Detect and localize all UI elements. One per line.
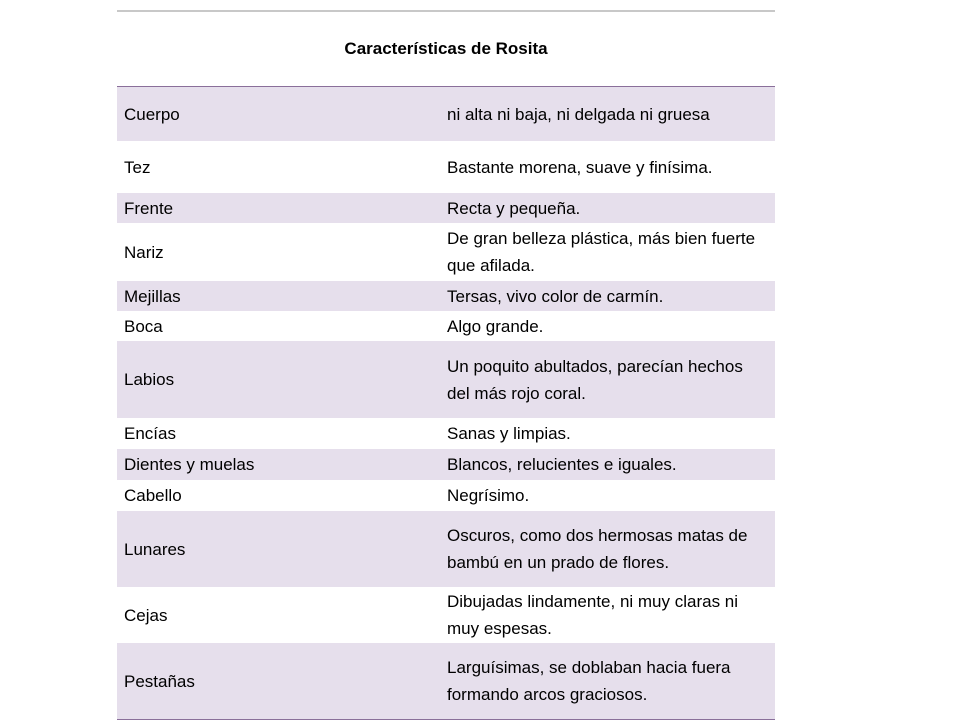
table-row — [117, 587, 775, 643]
row-value: Oscuros, como dos hermosas matas de bambú en un prado de flores. — [447, 526, 748, 572]
row-label: Lunares — [124, 539, 186, 559]
row-value: Larguísimas, se doblaban hacia fuera formando arcos graciosos. — [447, 658, 731, 704]
row-label: Mejillas — [124, 286, 181, 306]
row-label: Pestañas — [124, 671, 195, 691]
table-row — [117, 643, 775, 719]
row-label: Boca — [124, 316, 163, 336]
table-row — [117, 341, 775, 418]
row-label: Cabello — [124, 486, 182, 505]
table-row — [117, 87, 775, 141]
table-row — [117, 311, 775, 341]
characteristics-table — [117, 10, 775, 720]
row-value: Dibujadas lindamente, ni muy claras ni muy espesas. — [447, 592, 739, 638]
row-label: Dientes y muelas — [124, 455, 255, 474]
row-value: Algo grande. — [447, 316, 544, 336]
table-title: Características de Rosita — [344, 39, 548, 58]
row-label: Labios — [124, 370, 175, 389]
row-value: Negrísimo. — [447, 486, 530, 505]
table-row — [117, 223, 775, 281]
row-label: Frente — [124, 198, 174, 218]
row-label: Cuerpo — [124, 104, 180, 124]
row-value: ni alta ni baja, ni delgada ni gruesa — [447, 104, 710, 124]
row-label: Tez — [124, 157, 151, 177]
table-row — [117, 418, 775, 449]
table-row — [117, 141, 775, 193]
table-row — [117, 480, 775, 511]
row-value: Tersas, vivo color de carmín. — [447, 286, 664, 306]
row-value: Blancos, relucientes e iguales. — [447, 455, 677, 474]
row-value: Sanas y limpias. — [447, 424, 571, 443]
row-label: Cejas — [124, 605, 168, 625]
table-row — [117, 281, 775, 311]
table-row — [117, 449, 775, 480]
row-value: Bastante morena, suave y finísima. — [447, 157, 713, 177]
table-row — [117, 193, 775, 223]
row-value: De gran belleza plástica, más bien fuerte que afilada. — [447, 229, 756, 275]
row-label: Nariz — [124, 242, 164, 262]
row-label: Encías — [124, 424, 176, 443]
row-value: Un poquito abultados, parecían hechos del más rojo coral. — [447, 356, 743, 403]
table-row — [117, 511, 775, 587]
row-value: Recta y pequeña. — [447, 198, 581, 218]
table-title-row — [117, 12, 775, 87]
